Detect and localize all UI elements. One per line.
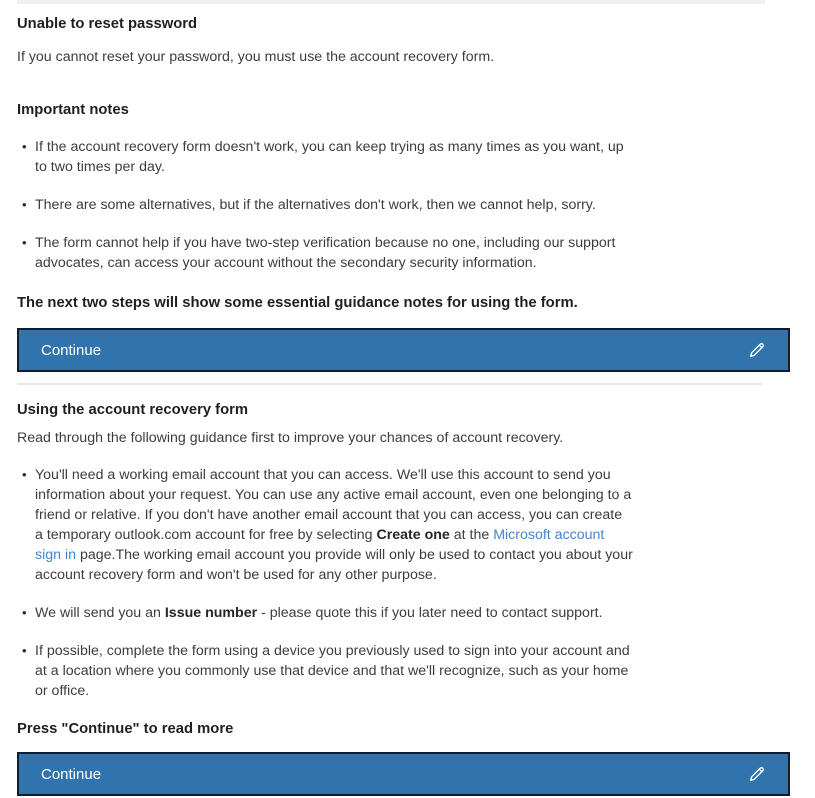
important-notes-list [17,137,633,273]
guidance-intro-text: Read through the following guidance first to improve your chances of account recovery. [17,430,564,446]
create-one-bold-text: Create one [376,527,450,543]
heading-important-notes: Important notes [17,102,129,118]
intro-text: If you cannot reset your password, you must use the account recovery form. [17,49,495,65]
note-text: If the account recovery form doesn't work, you can keep trying as many times as you want, up to two times per day. [35,139,624,175]
pencil-icon[interactable] [747,765,766,784]
text-segment: - please quote this if you later need to contact support. [257,605,603,621]
heading-press-continue: Press "Continue" to read more [17,721,234,737]
text-segment: We will send you an [35,605,165,621]
list-item [35,641,633,701]
continue-button-label: Continue [41,341,102,359]
section-divider [17,383,762,385]
microsoft-account-sign-in-link[interactable]: Microsoft account sign in [35,527,605,563]
continue-button-1[interactable] [17,328,790,372]
heading-unable-to-reset-password: Unable to reset password [17,16,198,32]
list-item [35,233,633,273]
text-segment: If possible, complete the form using a device you previously used to sign into your account and at a location where you commonly use that device and that we'll recognize, such as your home or office. [35,643,630,699]
list-item [35,465,633,585]
note-text: The form cannot help if you have two-step verification because no one, including our support advocates, can access your account without the secondary security information. [35,235,616,271]
pencil-icon[interactable] [747,341,766,360]
continue-button-2[interactable] [17,752,790,796]
next-steps-note: The next two steps will show some essential guidance notes for using the form. [17,295,578,311]
text-segment: at the [449,527,494,543]
top-divider [17,0,765,4]
continue-button-label: Continue [41,765,102,783]
text-segment: page.The working email account you provide will only be used to contact you about your account recovery form and won't be used for any other purpose. [35,547,633,583]
list-item [35,195,633,215]
heading-using-account-recovery-form: Using the account recovery form [17,402,249,418]
guidance-list [17,465,633,701]
note-text: There are some alternatives, but if the alternatives don't work, then we cannot help, sorry. [35,197,596,213]
issue-number-bold-text: Issue number [164,605,258,621]
text-segment: You'll need a working email account that you can access. We'll use this account to send you information about your request. You can use any active email account, even one belonging to a friend or relative. If you don't have another email account that you can access, you can create a temporary outlook.com account for free by selecting [35,467,632,543]
list-item [35,137,633,177]
list-item [35,603,633,623]
